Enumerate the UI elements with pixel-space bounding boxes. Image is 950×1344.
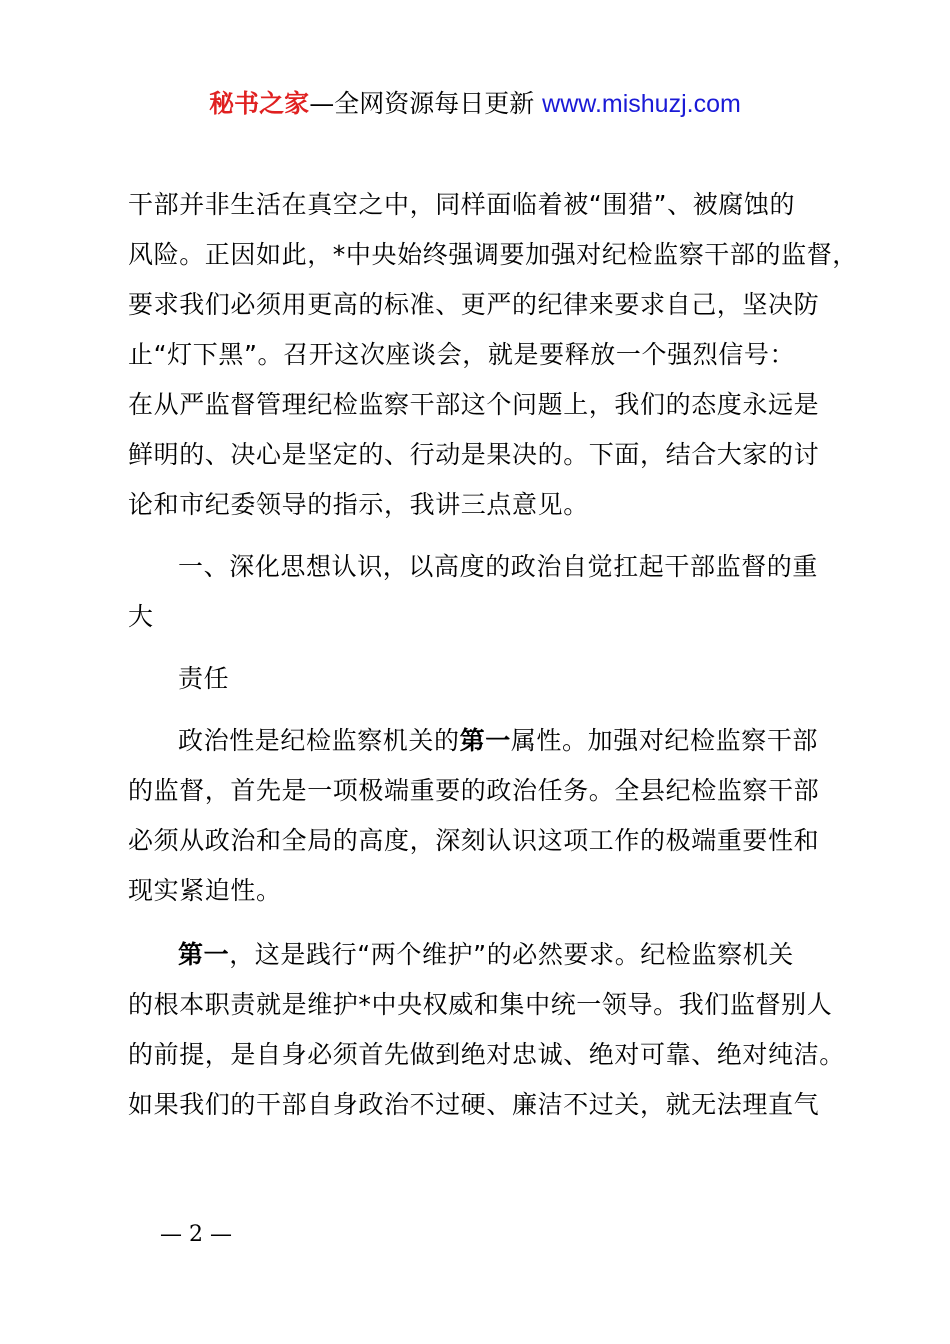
text-line: 的前提，是自身必须首先做到绝对忠诚、绝对可靠、绝对纯洁。 xyxy=(128,1040,845,1069)
text-run: 属性。加强对纪检监察干部 xyxy=(510,726,819,755)
text-line: 要求我们必须用更高的标准、更严的纪律来要求自己，坚决防 xyxy=(128,290,820,319)
brand-name: 秘书之家 xyxy=(209,89,310,118)
text-line: 论和市纪委领导的指示，我讲三点意见。 xyxy=(128,490,589,519)
text-line: 在从严监督管理纪检监察干部这个问题上，我们的态度永远是 xyxy=(128,390,820,419)
paragraph-2 xyxy=(128,716,832,916)
header-url[interactable]: www.mishuzj.com xyxy=(542,90,741,118)
text-line xyxy=(128,716,832,766)
heading-line: 责任 xyxy=(178,664,230,693)
paragraph-1 xyxy=(128,180,858,530)
text-line: 风险。正因如此，*中央始终强调要加强对纪检监察干部的监督， xyxy=(128,240,858,269)
text-line: 的根本职责就是维护*中央权威和集中统一领导。我们监督别人 xyxy=(128,990,833,1019)
page-header xyxy=(0,86,950,122)
text-line: 干部并非生活在真空之中，同样面临着被“围猎”、被腐蚀的 xyxy=(128,190,796,219)
bold-text: 第一 xyxy=(178,940,230,969)
heading-line: 一、深化思想认识，以高度的政治自觉扛起干部监督的重 xyxy=(178,552,819,581)
header-slogan: —全网资源每日更新 xyxy=(309,89,535,118)
text-run: 政治性是纪检监察机关的 xyxy=(178,726,460,755)
text-line xyxy=(128,930,832,980)
bold-text: 第一 xyxy=(459,726,511,755)
text-line: 如果我们的干部自身政治不过硬、廉洁不过关，就无法理直气 xyxy=(128,1090,820,1119)
text-line: 鲜明的、决心是坚定的、行动是果决的。下面，结合大家的讨 xyxy=(128,440,820,469)
text-line: 的监督，首先是一项极端重要的政治任务。全县纪检监察干部 xyxy=(128,776,820,805)
document-body xyxy=(128,180,858,1130)
text-line: 现实紧迫性。 xyxy=(128,876,282,905)
heading-line: 大 xyxy=(128,602,154,631)
section-heading-1 xyxy=(128,542,832,704)
paragraph-3 xyxy=(128,930,845,1130)
page-number: — 2 — xyxy=(160,1222,232,1247)
text-run: ，这是践行“两个维护”的必然要求。纪检监察机关 xyxy=(229,940,794,969)
text-line: 止“灯下黑”。召开这次座谈会，就是要释放一个强烈信号： xyxy=(128,340,796,369)
text-line: 必须从政治和全局的高度，深刻认识这项工作的极端重要性和 xyxy=(128,826,820,855)
